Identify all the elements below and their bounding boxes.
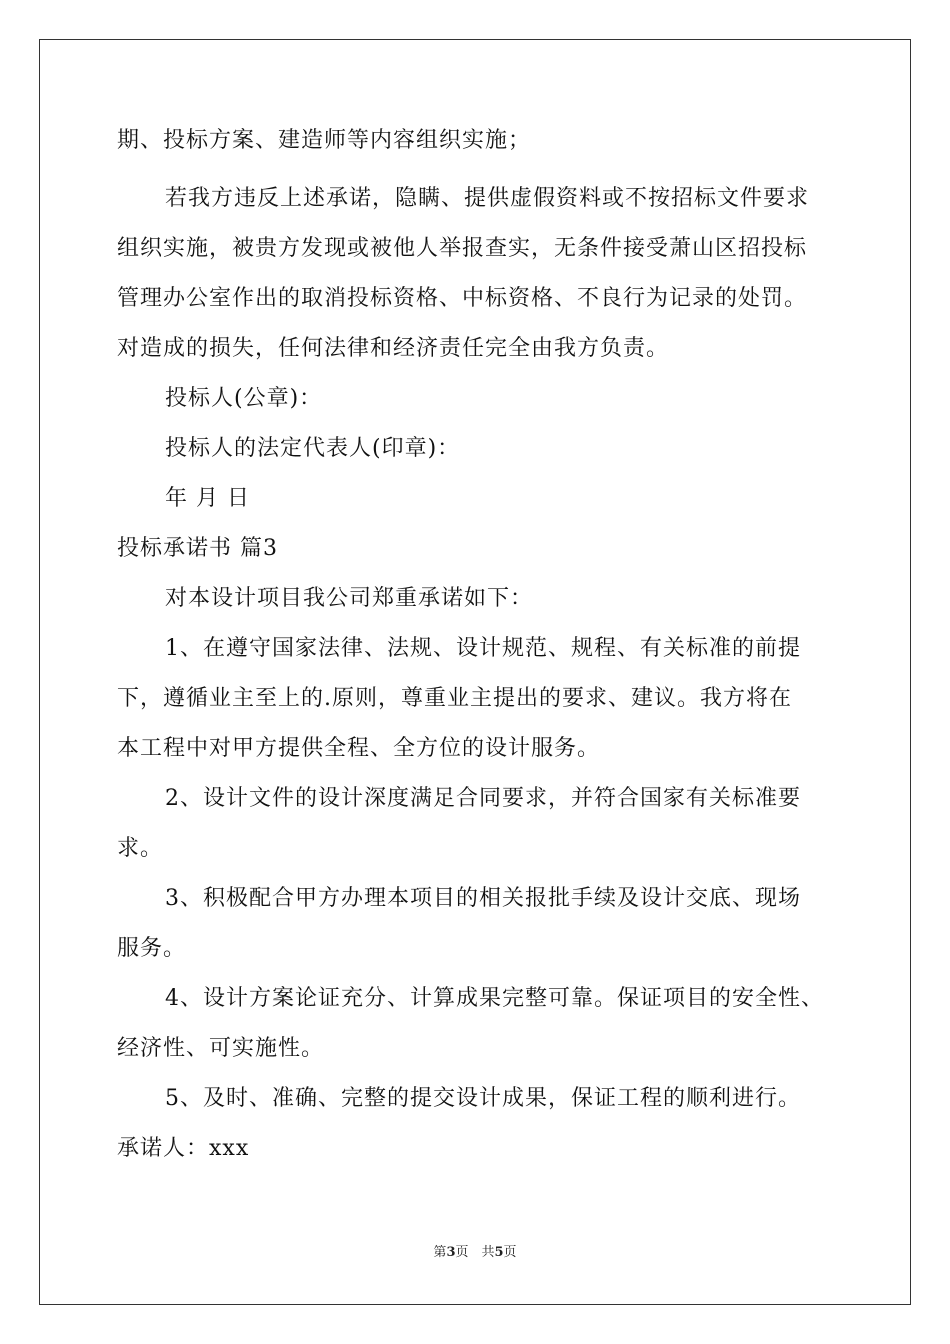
list-item: 3、积极配合甲方办理本项目的相关报批手续及设计交底、现场 [165,886,801,911]
signature-line-representative: 投标人的法定代表人(印章)： [165,436,461,461]
text-line: 求。 [117,836,164,861]
page-mid: 页 共 [455,1245,495,1260]
signature-line-bidder: 投标人(公章)： [165,386,323,411]
text-line: 期、投标方案、建造师等内容组织实施； [117,128,532,153]
page-footer [0,1244,950,1262]
page-prefix: 第 [433,1245,447,1260]
list-item: 1、在遵守国家法律、法规、设计规范、规程、有关标准的前提 [165,636,801,661]
date-line: 年 月 日 [165,486,250,511]
text-line: 组织实施，被贵方发现或被他人举报查实，无条件接受萧山区招投标 [117,236,808,261]
total-pages: 5 [494,1245,504,1260]
text-line: 服务。 [117,936,187,961]
text-line: 经济性、可实施性。 [117,1036,325,1061]
signature-line-promisor: 承诺人：xxx [117,1136,250,1161]
list-item: 5、及时、准确、完整的提交设计成果，保证工程的顺利进行。 [165,1086,801,1111]
text-line: 对本设计项目我公司郑重承诺如下： [165,586,534,611]
text-line: 下，遵循业主至上的.原则，尊重业主提出的要求、建议。我方将在 [117,686,792,711]
text-line: 若我方违反上述承诺，隐瞒、提供虚假资料或不按招标文件要求 [165,186,810,211]
section-heading: 投标承诺书 篇3 [117,536,278,561]
page-border [39,39,911,1305]
page-suffix: 页 [503,1245,517,1260]
list-item: 2、设计文件的设计深度满足合同要求，并符合国家有关标准要 [165,786,801,811]
page-number: 3 [446,1245,456,1260]
text-line: 本工程中对甲方提供全程、全方位的设计服务。 [117,736,601,761]
list-item: 4、设计方案论证充分、计算成果完整可靠。保证项目的安全性、 [165,986,824,1011]
text-line: 管理办公室作出的取消投标资格、中标资格、不良行为记录的处罚。 [117,286,808,311]
text-line: 对造成的损失，任何法律和经济责任完全由我方负责。 [117,336,670,361]
